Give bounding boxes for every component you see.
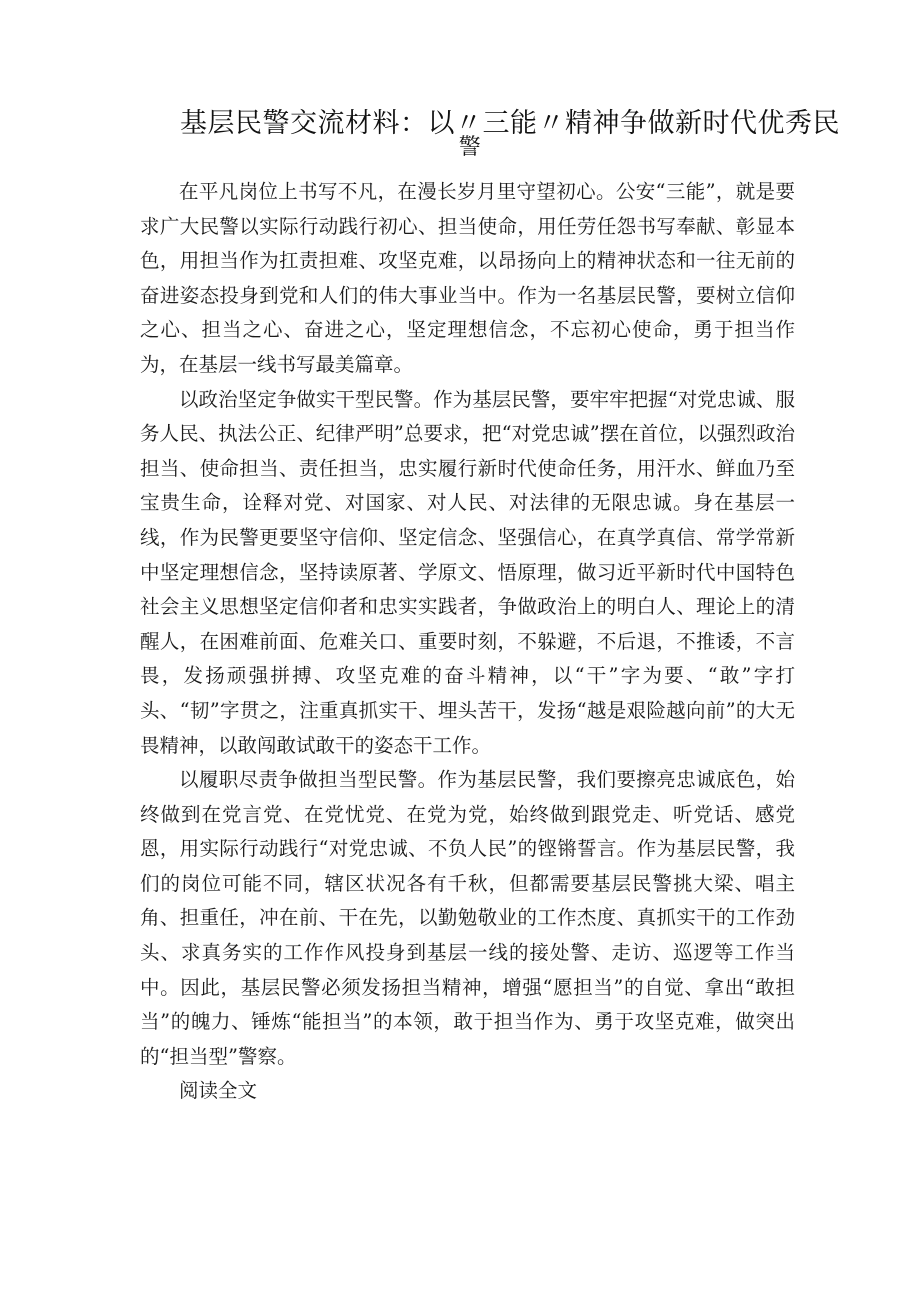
- document-title-line-1: 基层民警交流材料：以〃三能〃精神争做新时代优秀民: [180, 108, 840, 139]
- document-title: [160, 108, 840, 160]
- document-body: [140, 175, 795, 1109]
- document-title-line-2: 警: [458, 135, 482, 160]
- paragraph-political: 以政治坚定争做实干型民警。作为基层民警，要牢牢把握“对党忠诚、服务人民、执法公正、纪律严明”总要求，把“对党忠诚”摆在首位，以强烈政治担当、使命担当、责任担当，忠实履行新时代使命任务，用汗水、鲜血乃至宝贵生命，诠释对党、对国家、对人民、对法律的无限忠诚。身在基层一线，作为民警更要坚守信仰、坚定信念、坚强信心，在真学真信、常学常新中坚定理想信念，坚持读原著、学原文、悟原理，做习近平新时代中国特色社会主义思想坚定信仰者和忠实实践者，争做政治上的明白人、理论上的清醒人，在困难前面、危难关口、重要时刻，不躲避，不后退，不推诿，不言畏，发扬顽强拼搏、攻坚克难的奋斗精神，以“干”字为要、“敢”字打头、“韧”字贯之，注重真抓实干、埋头苦干，发扬“越是艰险越向前”的大无畏精神，以敢闯敢试敢干的姿态干工作。: [140, 387, 795, 757]
- read-more-link[interactable]: 阅读全文: [179, 1079, 258, 1103]
- paragraph-intro: 在平凡岗位上书写不凡，在漫长岁月里守望初心。公安“三能”，就是要求广大民警以实际行动践行初心、担当使命，用任劳任怨书写奉献、彰显本色，用担当作为扛责担难、攻坚克难，以昂扬向上的精神状态和一往无前的奋进姿态投身到党和人们的伟大事业当中。作为一名基层民警，要树立信仰之心、担当之心、奋进之心，坚定理想信念，不忘初心使命，勇于担当作为，在基层一线书写最美篇章。: [140, 180, 795, 376]
- paragraph-duty: 以履职尽责争做担当型民警。作为基层民警，我们要擦亮忠诚底色，始终做到在党言党、在党忧党、在党为党，始终做到跟党走、听党话、感党恩，用实际行动践行“对党忠诚、不负人民”的铿锵誓言。作为基层民警，我们的岗位可能不同，辖区状况各有千秋，但都需要基层民警挑大梁、唱主角、担重任，冲在前、干在先，以勤勉敬业的工作杰度、真抓实干的工作劲头、求真务实的工作作风投身到基层一线的接处警、走访、巡逻等工作当中。因此，基层民警必须发扬担当精神，增强“愿担当”的自觉、拿出“敢担当”的魄力、锤炼“能担当”的本领，敢于担当作为、勇于攻坚克难，做突出的“担当型”警察。: [140, 768, 795, 1068]
